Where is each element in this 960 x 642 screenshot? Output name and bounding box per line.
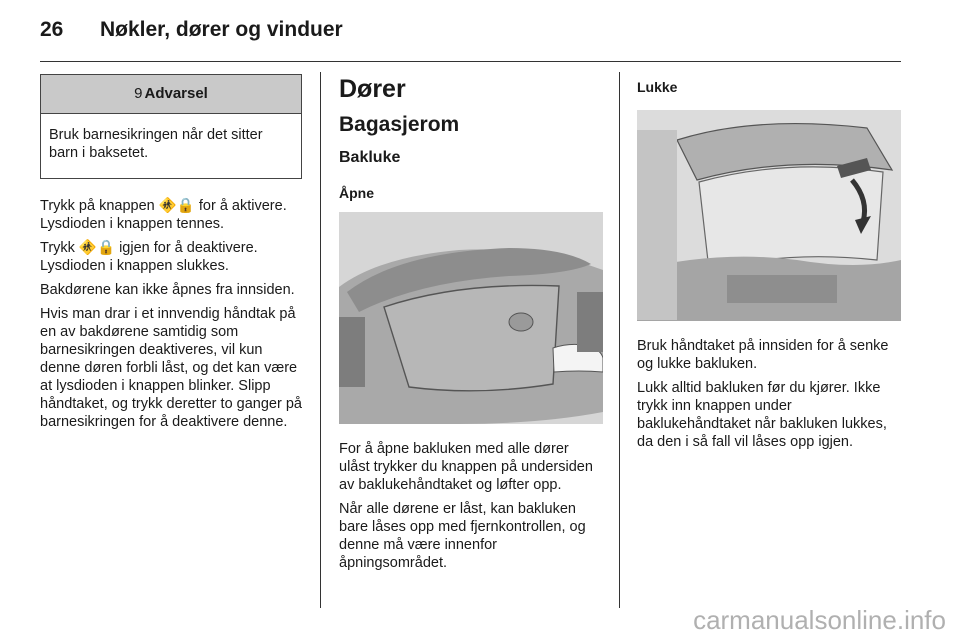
step-heading: Åpne	[339, 185, 374, 201]
column-left	[40, 74, 302, 437]
tailgate-close-illustration	[637, 110, 901, 321]
warning-icon: 9	[134, 85, 143, 102]
step-heading: Lukke	[637, 79, 678, 95]
column-divider-left	[320, 72, 321, 608]
warning-box	[40, 74, 302, 179]
topic-heading: Bakluke	[339, 149, 401, 166]
column-middle	[339, 74, 603, 578]
paragraph: Hvis man drar i et innvendig håndtak på en av bakdørene samtidig som barnesikringen deaktiveres, vil kun denne døren forbli låst, og det kan være at lysdioden i knappen blinker. Slipp håndtaket, og trykk deretter to ganger på barnesikringen for å deaktivere denne.	[40, 306, 302, 430]
column-divider-right	[619, 72, 620, 608]
tailgate-open-illustration	[339, 212, 603, 424]
page-number: 26	[40, 18, 64, 41]
paragraph: Når alle dørene er låst, kan bakluken bare låses opp med fjernkontrollen, og denne må være innenfor åpningsområdet.	[339, 501, 586, 571]
warning-text: Bruk barnesikringen når det sitter barn i baksetet.	[49, 127, 263, 161]
header-rule	[40, 61, 901, 62]
paragraph: For å åpne bakluken med alle dører ulåst trykker du knappen på undersiden av baklukehåndtaket og løfter opp.	[339, 441, 593, 493]
paragraph: Trykk på knappen 🚸🔒 for å aktivere. Lysdioden i knappen tennes.	[40, 198, 287, 232]
column-right	[637, 74, 901, 457]
section-heading: Dører	[339, 75, 406, 103]
subsection-heading: Bagasjerom	[339, 113, 460, 136]
paragraph: Trykk 🚸🔒 igjen for å deaktivere. Lysdioden i knappen slukkes.	[40, 240, 258, 274]
chapter-title: Nøkler, dører og vinduer	[100, 18, 343, 41]
watermark: carmanualsonline.info	[693, 605, 946, 635]
paragraph: Bruk håndtaket på innsiden for å senke og lukke bakluken.	[637, 338, 889, 372]
warning-header	[41, 75, 301, 114]
warning-title: Advarsel	[144, 85, 208, 102]
paragraph: Bakdørene kan ikke åpnes fra innsiden.	[40, 282, 295, 298]
paragraph: Lukk alltid bakluken før du kjører. Ikke trykk inn knappen under baklukehåndtaket når bakluken lukkes, da den i så fall vil låses opp igjen.	[637, 380, 887, 450]
